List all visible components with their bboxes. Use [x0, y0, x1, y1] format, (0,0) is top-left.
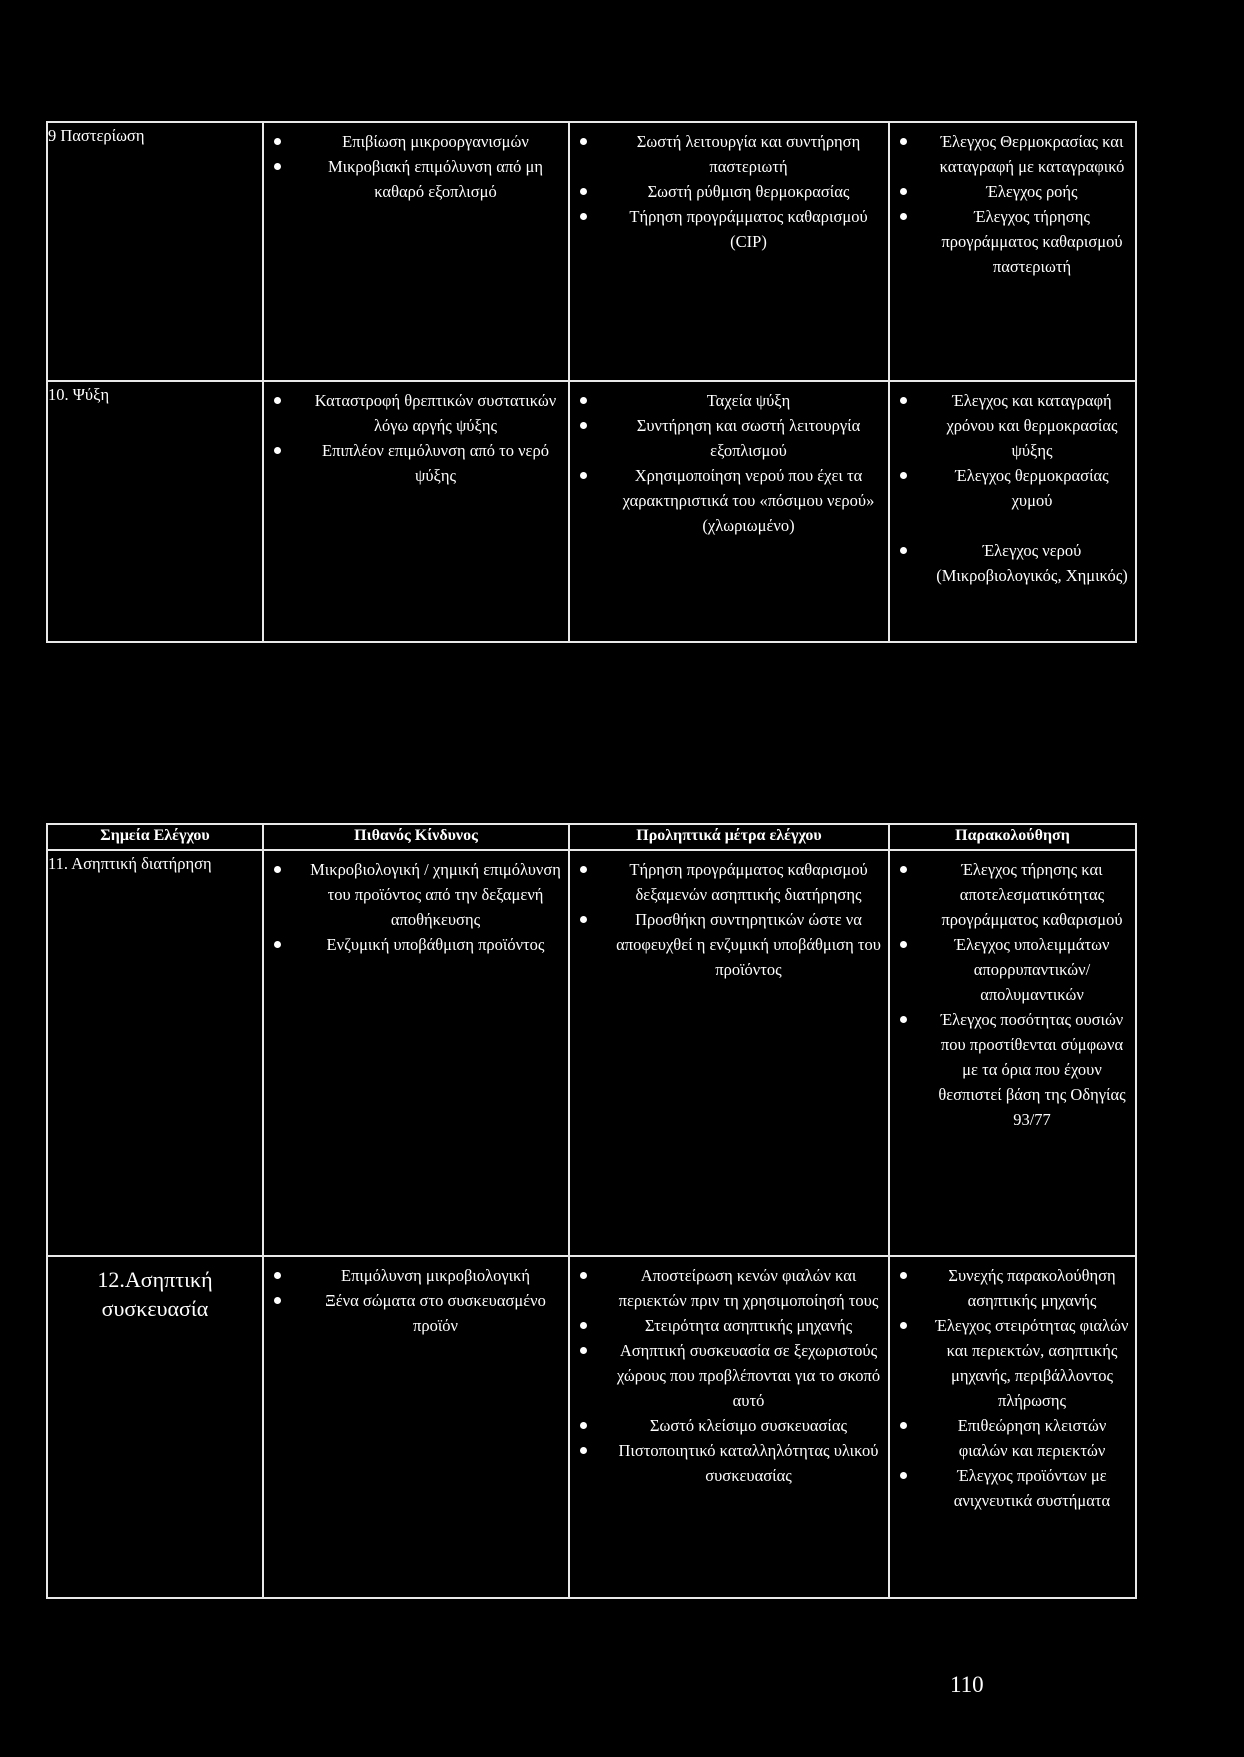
list-item: Έλεγχος στειρότητας φιαλών και περιεκτών, ασηπτικής μηχανής, περιβάλλοντος πλήρωσης — [890, 1313, 1135, 1413]
bullet-icon — [580, 188, 587, 195]
list-item: Αποστείρωση κενών φιαλών και περιεκτών πριν τη χρησιμοποίησή τους — [570, 1263, 888, 1313]
list-item: Σωστή λειτουργία και συντήρηση παστεριωτή — [570, 129, 888, 179]
list-item: Έλεγχος τήρησης προγράμματος καθαρισμού παστεριωτή — [890, 204, 1135, 279]
measures-cell — [569, 381, 889, 642]
list-item: Μικροβιολογική / χημική επιμόλυνση του προϊόντος από την δεξαμενή αποθήκευσης — [264, 857, 568, 932]
list-item: Ενζυμική υποβάθμιση προϊόντος — [264, 932, 568, 957]
list-item: Πιστοποιητικό καταλληλότητας υλικού συσκευασίας — [570, 1438, 888, 1488]
list-item: Τήρηση προγράμματος καθαρισμού (CIP) — [570, 204, 888, 254]
bullet-icon — [580, 1322, 587, 1329]
bullet-icon — [274, 1272, 281, 1279]
list-item: Καταστροφή θρεπτικών συστατικών λόγω αργής ψύξης — [264, 388, 568, 438]
hazard-cell — [263, 850, 569, 1256]
monitoring-cell — [889, 1256, 1136, 1598]
bullet-icon — [900, 866, 907, 873]
bullet-icon — [900, 213, 907, 220]
list-item: Χρησιμοποίηση νερού που έχει τα χαρακτηριστικά του «πόσιμου νερού» (χλωριωμένο) — [570, 463, 888, 538]
list-item: Έλεγχος θερμοκρασίας χυμού — [890, 463, 1135, 513]
bullet-icon — [900, 397, 907, 404]
list-item: Έλεγχος νερού (Μικροβιολογικός, Χημικός) — [890, 538, 1135, 588]
control-point-cell: 9 Παστερίωση — [47, 122, 263, 381]
bullet-icon — [900, 1322, 907, 1329]
list-item: Έλεγχος τήρησης και αποτελεσματικότητας προγράμματος καθαρισμού — [890, 857, 1135, 932]
bullet-icon — [900, 1472, 907, 1479]
table-row — [47, 850, 1136, 1256]
bullet-icon — [900, 1422, 907, 1429]
monitoring-cell — [889, 850, 1136, 1256]
bullet-icon — [580, 138, 587, 145]
bullet-icon — [274, 138, 281, 145]
bullet-icon — [274, 1297, 281, 1304]
bullet-icon — [580, 1347, 587, 1354]
list-item: Έλεγχος ποσότητας ουσιών που προστίθενται σύμφωνα με τα όρια που έχουν θεσπιστεί βάση της Οδηγίας 93/77 — [890, 1007, 1135, 1132]
list-item: Έλεγχος Θερμοκρασίας και καταγραφή με καταγραφικό — [890, 129, 1135, 179]
hazard-cell — [263, 1256, 569, 1598]
haccp-table — [46, 823, 1137, 1599]
monitoring-cell — [889, 122, 1136, 381]
column-header: Πιθανός Κίνδυνος — [263, 824, 569, 850]
bullet-icon — [900, 188, 907, 195]
bullet-icon — [274, 866, 281, 873]
list-item: Έλεγχος και καταγραφή χρόνου και θερμοκρασίας ψύξης — [890, 388, 1135, 463]
list-item: Ταχεία ψύξη — [570, 388, 888, 413]
control-point-cell: 10. Ψύξη — [47, 381, 263, 642]
list-item: Επιβίωση μικροοργανισμών — [264, 129, 568, 154]
bullet-icon — [580, 866, 587, 873]
hazard-cell — [263, 381, 569, 642]
measures-cell — [569, 1256, 889, 1598]
bullet-icon — [274, 163, 281, 170]
page-number: 110 — [950, 1672, 984, 1697]
monitoring-cell — [889, 381, 1136, 642]
list-item: Συνεχής παρακολούθηση ασηπτικής μηχανής — [890, 1263, 1135, 1313]
bullet-icon — [580, 422, 587, 429]
bullet-icon — [580, 213, 587, 220]
header-row — [47, 824, 1136, 850]
list-item: Τήρηση προγράμματος καθαρισμού δεξαμενών ασηπτικής διατήρησης — [570, 857, 888, 907]
table-row — [47, 381, 1136, 642]
measures-cell — [569, 850, 889, 1256]
hazard-cell — [263, 122, 569, 381]
haccp-table-continued — [46, 121, 1137, 643]
bullet-icon — [900, 1016, 907, 1023]
measures-cell — [569, 122, 889, 381]
column-header: Προληπτικά μέτρα ελέγχου — [569, 824, 889, 850]
list-item: Στειρότητα ασηπτικής μηχανής — [570, 1313, 888, 1338]
list-item: Έλεγχος υπολειμμάτων απορρυπαντικών/ απολυμαντικών — [890, 932, 1135, 1007]
column-header: Παρακολούθηση — [889, 824, 1136, 850]
list-item: Επιμόλυνση μικροβιολογική — [264, 1263, 568, 1288]
bullet-icon — [900, 472, 907, 479]
list-item: Συντήρηση και σωστή λειτουργία εξοπλισμού — [570, 413, 888, 463]
bullet-icon — [580, 916, 587, 923]
list-item: Έλεγχος προϊόντων με ανιχνευτικά συστήματα — [890, 1463, 1135, 1513]
bullet-icon — [900, 138, 907, 145]
bullet-icon — [274, 397, 281, 404]
bullet-icon — [580, 397, 587, 404]
list-item: Σωστή ρύθμιση θερμοκρασίας — [570, 179, 888, 204]
list-item: Σωστό κλείσιμο συσκευασίας — [570, 1413, 888, 1438]
list-item: Ξένα σώματα στο συσκευασμένο προϊόν — [264, 1288, 568, 1338]
bullet-icon — [900, 1272, 907, 1279]
bullet-icon — [580, 1422, 587, 1429]
table-row — [47, 1256, 1136, 1598]
table-row — [47, 122, 1136, 381]
list-item: Έλεγχος ροής — [890, 179, 1135, 204]
list-item: Μικροβιακή επιμόλυνση από μη καθαρό εξοπλισμό — [264, 154, 568, 204]
column-header: Σημεία Ελέγχου — [47, 824, 263, 850]
list-item: Επιπλέον επιμόλυνση από το νερό ψύξης — [264, 438, 568, 488]
bullet-icon — [580, 472, 587, 479]
bullet-icon — [580, 1447, 587, 1454]
control-point-cell: 12.Ασηπτική συσκευασία — [47, 1256, 263, 1598]
control-point-cell: 11. Ασηπτική διατήρηση — [47, 850, 263, 1256]
list-item: Προσθήκη συντηρητικών ώστε να αποφευχθεί η ενζυμική υποβάθμιση του προϊόντος — [570, 907, 888, 982]
bullet-icon — [900, 941, 907, 948]
list-item: Επιθεώρηση κλειστών φιαλών και περιεκτών — [890, 1413, 1135, 1463]
list-item: Ασηπτική συσκευασία σε ξεχωριστούς χώρους που προβλέπονται για το σκοπό αυτό — [570, 1338, 888, 1413]
bullet-icon — [900, 547, 907, 554]
bullet-icon — [274, 941, 281, 948]
bullet-icon — [580, 1272, 587, 1279]
bullet-icon — [274, 447, 281, 454]
